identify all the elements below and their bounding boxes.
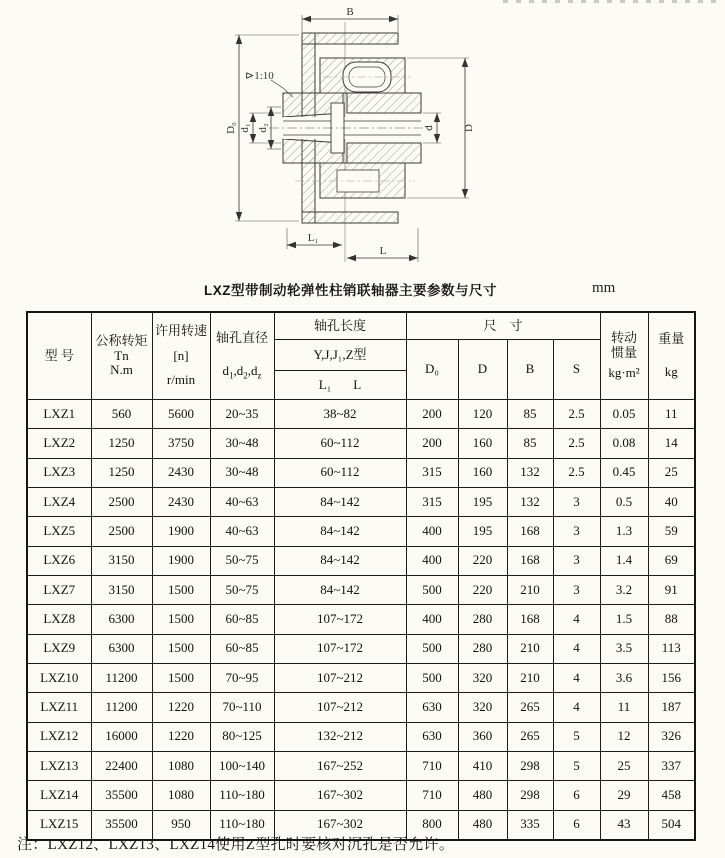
coupling-section-drawing [225, 0, 535, 270]
value-cell: 6 [553, 781, 600, 810]
dim-label-d0: D₀ [225, 122, 237, 134]
weight-unit: kg [664, 364, 678, 379]
torque-line1: 公称转矩Tn [95, 332, 148, 363]
dim-s-label: S [572, 361, 581, 377]
value-cell: 5 [553, 722, 600, 751]
value-cell: 1220 [152, 693, 210, 722]
model-cell: LXZ7 [27, 575, 91, 604]
value-cell: 200 [406, 429, 458, 458]
header-row-1 [27, 312, 695, 340]
dim-label-l1: L₁ [307, 232, 319, 244]
value-cell: 132 [507, 458, 553, 487]
value-cell: 5600 [152, 400, 210, 429]
value-cell: 20~35 [210, 400, 274, 429]
table-row [27, 722, 695, 751]
value-cell: 107~212 [274, 663, 406, 692]
value-cell: 91 [648, 575, 695, 604]
value-cell: 3 [553, 575, 600, 604]
value-cell: 2500 [91, 487, 152, 516]
value-cell: 3.6 [600, 663, 648, 692]
value-cell: 84~142 [274, 575, 406, 604]
value-cell: 84~142 [274, 546, 406, 575]
value-cell: 70~95 [210, 663, 274, 692]
value-cell: 1.5 [600, 605, 648, 634]
value-cell: 60~112 [274, 458, 406, 487]
col-header-dim-s [553, 340, 600, 400]
value-cell: 100~140 [210, 751, 274, 780]
footnote: 注：LXZ12、LXZ13、LXZ14使用Z型孔时要核对沉孔是否允许。 [17, 837, 455, 853]
value-cell: 2.5 [553, 429, 600, 458]
value-cell: 480 [458, 781, 507, 810]
value-cell: 315 [406, 458, 458, 487]
value-cell: 1080 [152, 751, 210, 780]
table-header [27, 312, 695, 400]
col-header-bore-length [274, 312, 406, 340]
table-title: LXZ型带制动轮弹性柱销联轴器主要参数与尺寸 [204, 283, 497, 298]
value-cell: 1250 [91, 458, 152, 487]
title-row [0, 279, 725, 299]
value-cell: 4 [553, 634, 600, 663]
value-cell: 1900 [152, 517, 210, 546]
taper-label: ⊳1:10 [245, 70, 274, 82]
value-cell: 120 [458, 400, 507, 429]
value-cell: 320 [458, 663, 507, 692]
value-cell: 0.08 [600, 429, 648, 458]
col-header-bore-diameter [210, 312, 274, 400]
table-row [27, 458, 695, 487]
value-cell: 6300 [91, 605, 152, 634]
dim-label-big-d: D [463, 124, 475, 132]
col-header-bore-length-l [274, 371, 406, 400]
value-cell: 2430 [152, 487, 210, 516]
value-cell: 30~48 [210, 458, 274, 487]
value-cell: 110~180 [210, 810, 274, 840]
model-cell: LXZ15 [27, 810, 91, 840]
value-cell: 113 [648, 634, 695, 663]
value-cell: 167~302 [274, 810, 406, 840]
value-cell: 2.5 [553, 400, 600, 429]
value-cell: 88 [648, 605, 695, 634]
value-cell: 280 [458, 605, 507, 634]
value-cell: 1500 [152, 605, 210, 634]
value-cell: 107~212 [274, 693, 406, 722]
value-cell: 315 [406, 487, 458, 516]
table-body [27, 400, 695, 840]
value-cell: 50~75 [210, 575, 274, 604]
value-cell: 458 [648, 781, 695, 810]
value-cell: 1500 [152, 663, 210, 692]
value-cell: 0.5 [600, 487, 648, 516]
value-cell: 220 [458, 575, 507, 604]
page-top-cropped-text [503, 0, 721, 3]
value-cell: 4 [553, 693, 600, 722]
value-cell: 210 [507, 575, 553, 604]
value-cell: 30~48 [210, 429, 274, 458]
value-cell: 480 [458, 810, 507, 840]
speed-line2: [n] [173, 347, 189, 363]
value-cell: 400 [406, 517, 458, 546]
value-cell: 265 [507, 722, 553, 751]
table-row [27, 429, 695, 458]
value-cell: 35500 [91, 810, 152, 840]
table-row [27, 546, 695, 575]
value-cell: 5 [553, 751, 600, 780]
value-cell: 3150 [91, 546, 152, 575]
dim-label-l: L [379, 245, 387, 257]
value-cell: 360 [458, 722, 507, 751]
value-cell: 2.5 [553, 458, 600, 487]
value-cell: 160 [458, 429, 507, 458]
value-cell: 6 [553, 810, 600, 840]
dim-b-label: B [525, 361, 535, 377]
dimensions-title: 尺 寸 [483, 317, 523, 333]
bore-length-types: Y,J,J₁,Z型 [313, 346, 367, 362]
value-cell: 220 [458, 546, 507, 575]
value-cell: 800 [406, 810, 458, 840]
value-cell: 335 [507, 810, 553, 840]
unit-label: mm [592, 280, 616, 296]
inertia-line1: 转动 [611, 329, 638, 345]
table-row [27, 634, 695, 663]
value-cell: 1220 [152, 722, 210, 751]
value-cell: 22400 [91, 751, 152, 780]
value-cell: 3 [553, 546, 600, 575]
value-cell: 168 [507, 546, 553, 575]
model-cell: LXZ10 [27, 663, 91, 692]
value-cell: 132 [507, 487, 553, 516]
value-cell: 110~180 [210, 781, 274, 810]
value-cell: 0.05 [600, 400, 648, 429]
value-cell: 80~125 [210, 722, 274, 751]
value-cell: 400 [406, 546, 458, 575]
inertia-unit: kg·m² [608, 365, 640, 381]
value-cell: 2430 [152, 458, 210, 487]
value-cell: 400 [406, 605, 458, 634]
value-cell: 85 [507, 429, 553, 458]
value-cell: 43 [600, 810, 648, 840]
dim-label-d1: d₁ [239, 123, 251, 133]
col-header-dim-b [507, 340, 553, 400]
value-cell: 298 [507, 751, 553, 780]
col-header-model-label: 型 号 [44, 347, 74, 363]
value-cell: 11200 [91, 693, 152, 722]
value-cell: 1500 [152, 575, 210, 604]
value-cell: 500 [406, 663, 458, 692]
table-row [27, 751, 695, 780]
value-cell: 38~82 [274, 400, 406, 429]
value-cell: 0.45 [600, 458, 648, 487]
value-cell: 60~85 [210, 605, 274, 634]
value-cell: 3 [553, 517, 600, 546]
value-cell: 1900 [152, 546, 210, 575]
bore-dia-symbols: $d_1,d_2,d_z$ [222, 362, 262, 381]
value-cell: 950 [152, 810, 210, 840]
value-cell: 265 [507, 693, 553, 722]
model-cell: LXZ4 [27, 487, 91, 516]
model-cell: LXZ11 [27, 693, 91, 722]
speed-line3: r/min [166, 372, 196, 388]
value-cell: 60~85 [210, 634, 274, 663]
value-cell: 168 [507, 517, 553, 546]
value-cell: 187 [648, 693, 695, 722]
value-cell: 298 [507, 781, 553, 810]
model-cell: LXZ12 [27, 722, 91, 751]
value-cell: 1.4 [600, 546, 648, 575]
parameters-table [26, 311, 696, 841]
value-cell: 410 [458, 751, 507, 780]
value-cell: 3750 [152, 429, 210, 458]
value-cell: 630 [406, 722, 458, 751]
col-header-torque [91, 312, 152, 400]
pin-housing-upper [320, 58, 411, 93]
value-cell: 710 [406, 751, 458, 780]
table-row [27, 400, 695, 429]
value-cell: 25 [648, 458, 695, 487]
col-header-model [27, 312, 91, 400]
value-cell: 59 [648, 517, 695, 546]
value-cell: 6300 [91, 634, 152, 663]
torque-line2: N.m [110, 362, 133, 378]
value-cell: 195 [458, 517, 507, 546]
table-row [27, 517, 695, 546]
model-cell: LXZ6 [27, 546, 91, 575]
value-cell: 210 [507, 634, 553, 663]
bore-dia-title: 轴孔直径 [215, 330, 268, 346]
model-cell: LXZ13 [27, 751, 91, 780]
value-cell: 85 [507, 400, 553, 429]
value-cell: 156 [648, 663, 695, 692]
bore-length-l-label: L [353, 376, 362, 392]
dim-label-d2: d₂ [257, 123, 269, 133]
value-cell: 35500 [91, 781, 152, 810]
value-cell: 500 [406, 575, 458, 604]
value-cell: 560 [91, 400, 152, 429]
value-cell: 132~212 [274, 722, 406, 751]
model-cell: LXZ5 [27, 517, 91, 546]
value-cell: 320 [458, 693, 507, 722]
value-cell: 504 [648, 810, 695, 840]
value-cell: 710 [406, 781, 458, 810]
bore-length-l1-label: L₁ [318, 376, 332, 392]
technical-drawing [225, 0, 535, 270]
model-cell: LXZ2 [27, 429, 91, 458]
value-cell: 4 [553, 663, 600, 692]
value-cell: 1.3 [600, 517, 648, 546]
value-cell: 3 [553, 487, 600, 516]
elastic-pin [343, 62, 391, 92]
col-header-weight [648, 312, 695, 400]
value-cell: 25 [600, 751, 648, 780]
dim-label-d: d [423, 125, 435, 131]
model-cell: LXZ9 [27, 634, 91, 663]
value-cell: 16000 [91, 722, 152, 751]
col-header-dimensions [406, 312, 600, 340]
value-cell: 70~110 [210, 693, 274, 722]
value-cell: 3.5 [600, 634, 648, 663]
model-cell: LXZ8 [27, 605, 91, 634]
value-cell: 3.2 [600, 575, 648, 604]
value-cell: 160 [458, 458, 507, 487]
value-cell: 40 [648, 487, 695, 516]
dim-label-b: B [346, 6, 354, 18]
value-cell: 500 [406, 634, 458, 663]
value-cell: 337 [648, 751, 695, 780]
value-cell: 40~63 [210, 517, 274, 546]
value-cell: 11200 [91, 663, 152, 692]
value-cell: 69 [648, 546, 695, 575]
col-header-speed [152, 312, 210, 400]
value-cell: 2500 [91, 517, 152, 546]
value-cell: 11 [648, 400, 695, 429]
value-cell: 3150 [91, 575, 152, 604]
value-cell: 107~172 [274, 634, 406, 663]
col-header-dim-d [458, 340, 507, 400]
value-cell: 1250 [91, 429, 152, 458]
value-cell: 84~142 [274, 487, 406, 516]
value-cell: 210 [507, 663, 553, 692]
value-cell: 195 [458, 487, 507, 516]
model-cell: LXZ1 [27, 400, 91, 429]
table-row [27, 693, 695, 722]
model-cell: LXZ3 [27, 458, 91, 487]
value-cell: 167~302 [274, 781, 406, 810]
value-cell: 60~112 [274, 429, 406, 458]
weight-title: 重量 [658, 331, 685, 347]
col-header-dim-d0 [406, 340, 458, 400]
value-cell: 200 [406, 400, 458, 429]
value-cell: 4 [553, 605, 600, 634]
value-cell: 84~142 [274, 517, 406, 546]
value-cell: 50~75 [210, 546, 274, 575]
value-cell: 107~172 [274, 605, 406, 634]
value-cell: 630 [406, 693, 458, 722]
value-cell: 1080 [152, 781, 210, 810]
value-cell: 40~63 [210, 487, 274, 516]
dim-d-label: D [477, 361, 488, 377]
dim-d0-label: D₀ [425, 361, 439, 377]
value-cell: 280 [458, 634, 507, 663]
speed-line1: 许用转速 [154, 322, 207, 338]
model-cell: LXZ14 [27, 781, 91, 810]
bore-length-title: 轴孔长度 [313, 317, 366, 333]
value-cell: 168 [507, 605, 553, 634]
table-row [27, 575, 695, 604]
table-row [27, 605, 695, 634]
table-row [27, 487, 695, 516]
value-cell: 12 [600, 722, 648, 751]
value-cell: 326 [648, 722, 695, 751]
table-row [27, 663, 695, 692]
inertia-line2: 惯量 [611, 344, 638, 360]
value-cell: 14 [648, 429, 695, 458]
col-header-bore-length-types [274, 340, 406, 371]
value-cell: 29 [600, 781, 648, 810]
table-row [27, 781, 695, 810]
value-cell: 167~252 [274, 751, 406, 780]
col-header-inertia [600, 312, 648, 400]
value-cell: 11 [600, 693, 648, 722]
value-cell: 1500 [152, 634, 210, 663]
